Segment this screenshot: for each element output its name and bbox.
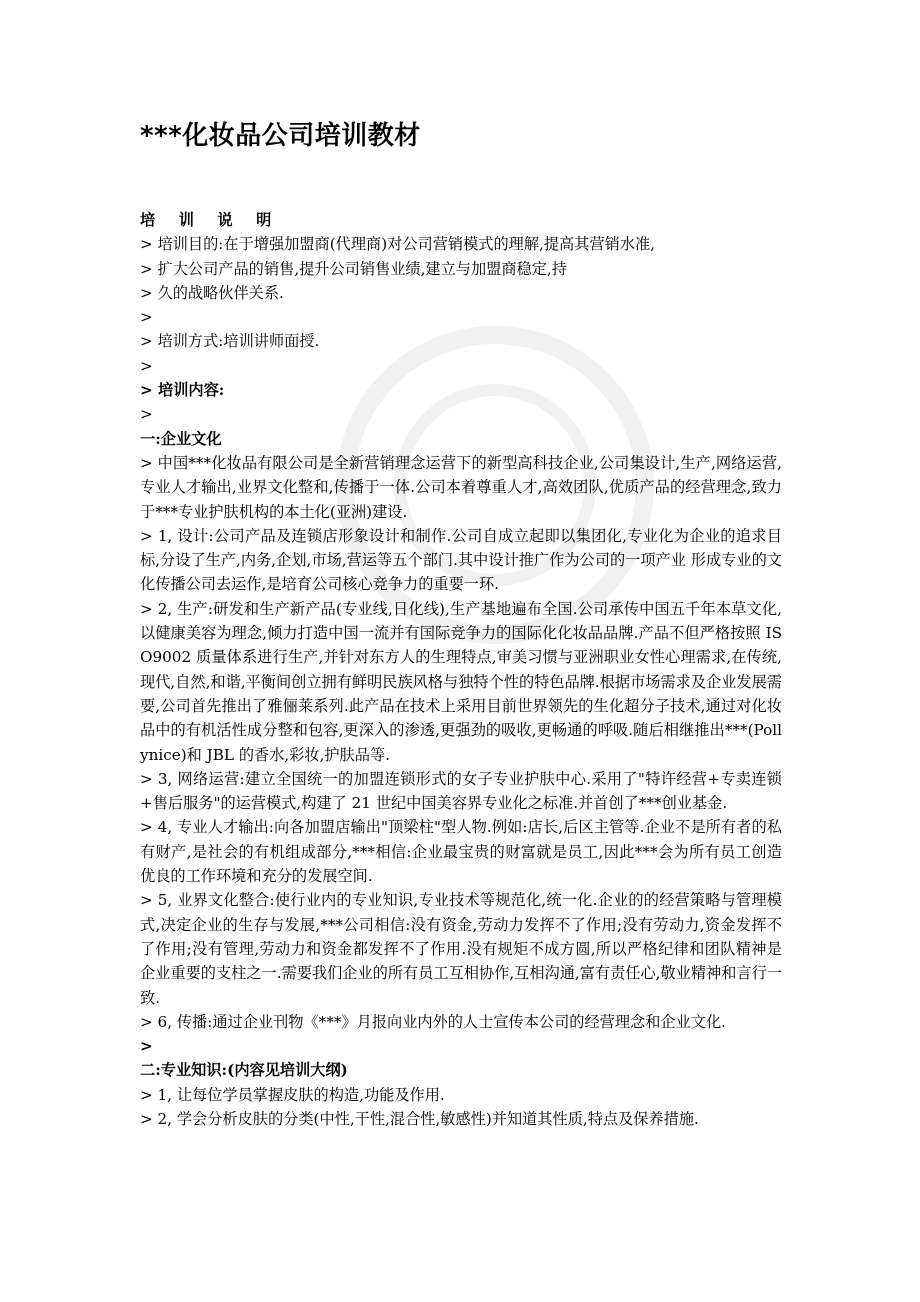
- blank-line: >: [140, 308, 153, 327]
- document-body: [140, 208, 782, 1131]
- purpose-line: > 扩大公司产品的销售,提升公司销售业绩,建立与加盟商稳定,持: [140, 259, 567, 278]
- culture-paragraph: > 1, 设计:公司产品及连锁店形象设计和制作.公司自成立起即以集团化,专业化为企业的追求目标,分设了生产,内务,企划,市场,营运等五个部门.其中设计推广作为公司的一项产业 形成专业的文化传播公司去运作,是培育公司核心竞争力的重要一环.: [140, 526, 782, 594]
- blank-line: >: [140, 356, 153, 375]
- culture-paragraph: > 3, 网络运营:建立全国统一的加盟连锁形式的女子专业护肤中心.采用了"特许经营+专卖连锁+售后服务"的运营模式,构建了 21 世纪中国美容界专业化之标准.并首创了***创业基金.: [140, 769, 782, 813]
- culture-paragraph: > 2, 生产:研发和生产新产品(专业线,日化线),生产基地遍布全国.公司承传中国五千年本草文化,以健康美容为理念,倾力打造中国一流并有国际竞争力的国际化化妆品品牌.产品不但严格按照 ISO9002 质量体系进行生产,并针对东方人的生理特点,审美习惯与亚洲职业女性心理需求,在传统,现代,自然,和谐,平衡间创立拥有鲜明民族风格与独特个性的特色品牌.根据市场需求及企业发展需要,公司首先推出了雅俪莱系列.此产品在技术上采用目前世界领先的生化超分子技术,通过对化妆品中的有机活性成分整和包容,更深入的渗透,更强劲的吸收,更畅通的呼吸.随后相继推出***(Pollynice)和 JBL 的香水,彩妆,护肤品等.: [140, 599, 782, 764]
- knowledge-item: > 1, 让每位学员掌握皮肤的构造,功能及作用.: [140, 1085, 445, 1104]
- knowledge-item: > 2, 学会分析皮肤的分类(中性,干性,混合性,敏感性)并知道其性质,特点及保养措施.: [140, 1109, 699, 1128]
- culture-paragraph: > 4, 专业人才输出:向各加盟店输出"顶梁柱"型人物.例如:店长,后区主管等.企业不是所有者的私有财产,是社会的有机组成部分,***相信:企业最宝贵的财富就是员工,因此***会为所有员工创造优良的工作环境和充分的发展空间.: [140, 818, 782, 886]
- purpose-line: > 久的战略伙伴关系.: [140, 283, 284, 302]
- culture-paragraph: > 中国***化妆品有限公司是全新营销理念运营下的新型高科技企业,公司集设计,生产,网络运营,专业人才输出,业界文化整和,传播于一体.公司本着尊重人才,高效团队,优质产品的经营理念,致力于***专业护肤机构的本土化(亚洲)建设.: [140, 453, 782, 521]
- blank-line: >: [140, 1037, 153, 1056]
- purpose-line: > 培训目的:在于增强加盟商(代理商)对公司营销模式的理解,提高其营销水准,: [140, 235, 655, 254]
- blank-line: >: [140, 405, 153, 424]
- culture-paragraph: > 5, 业界文化整合:使行业内的专业知识,专业技术等规范化,统一化.企业的的经营策略与管理模式,决定企业的生存与发展,***公司相信:没有资金,劳动力发挥不了作用;没有劳动力,资金发挥不了作用;没有管理,劳动力和资金都发挥不了作用.没有规矩不成方圆,所以严格纪律和团队精神是企业重要的支柱之一.需要我们企业的所有员工互相协作,互相沟通,富有责任心,敬业精神和言行一致.: [140, 891, 782, 1007]
- knowledge-heading: 二:专业知识:(内容见培训大纲): [140, 1061, 348, 1080]
- document-title: ***化妆品公司培训教材: [140, 121, 421, 151]
- culture-heading: 一:企业文化: [140, 429, 222, 448]
- method-line: > 培训方式:培训讲师面授.: [140, 332, 320, 351]
- culture-paragraph: > 6, 传播:通过企业刊物《***》月报向业内外的人士宣传本公司的经营理念和企业文化.: [140, 1012, 726, 1031]
- explanation-heading: 培 训 说 明: [140, 211, 281, 229]
- content-heading: > 培训内容:: [140, 381, 225, 400]
